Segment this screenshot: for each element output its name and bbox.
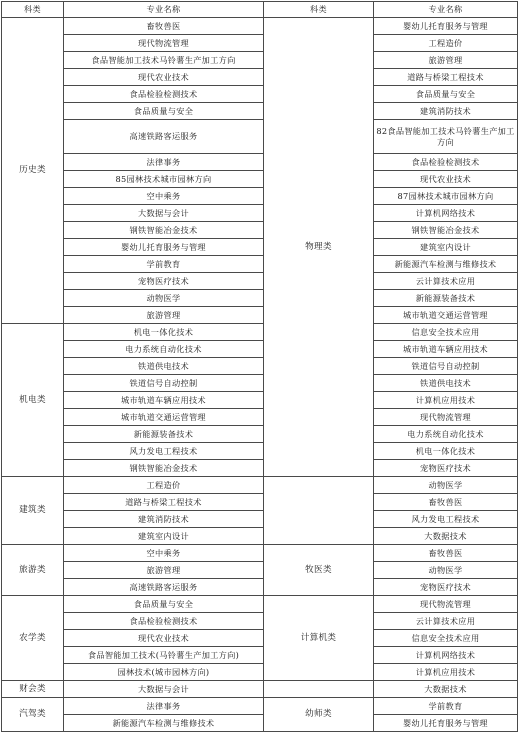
left-category-cell: 建筑类 [2, 477, 64, 545]
table-row [2, 324, 518, 341]
left-major-cell: 大数据与会计 [64, 205, 264, 222]
right-major-cell: 旅游管理 [374, 52, 518, 69]
left-category-cell: 旅游类 [2, 545, 64, 596]
header-category: 科类 [2, 2, 64, 18]
table-row [2, 460, 518, 477]
table-row [2, 392, 518, 409]
table-row [2, 698, 518, 715]
right-major-cell: 新能源装备技术 [374, 290, 518, 307]
right-major-cell: 风力发电工程技术 [374, 511, 518, 528]
left-major-cell: 新能源汽车检测与维修技术 [64, 715, 264, 732]
left-major-cell: 食品智能加工技术(马铃薯生产加工方向) [64, 647, 264, 664]
right-category-cell: 计算机类 [264, 596, 374, 681]
table-row [2, 290, 518, 307]
table-row [2, 681, 518, 698]
right-major-cell: 现代农业技术 [374, 171, 518, 188]
right-major-cell: 82食品智能加工技术马铃薯生产加工方向 [374, 120, 518, 154]
right-major-cell: 工程造价 [374, 35, 518, 52]
right-major-cell: 铁道供电技术 [374, 375, 518, 392]
right-major-cell: 婴幼儿托育服务与管理 [374, 715, 518, 732]
left-major-cell: 婴幼儿托育服务与管理 [64, 239, 264, 256]
left-major-cell: 畜牧兽医 [64, 18, 264, 35]
right-major-cell: 计算机应用技术 [374, 664, 518, 681]
right-major-cell: 大数据技术 [374, 528, 518, 545]
left-major-cell: 电力系统自动化技术 [64, 341, 264, 358]
table-row [2, 86, 518, 103]
header-category: 科类 [264, 2, 374, 18]
left-major-cell: 学前教育 [64, 256, 264, 273]
left-major-cell: 城市轨道车辆应用技术 [64, 392, 264, 409]
right-major-cell: 现代物流管理 [374, 596, 518, 613]
right-category-cell: 幼师类 [264, 698, 374, 732]
right-major-cell: 计算机网络技术 [374, 647, 518, 664]
table-row [2, 647, 518, 664]
left-category-cell: 财会类 [2, 681, 64, 698]
right-category-cell: 牧医类 [264, 545, 374, 596]
table-row [2, 273, 518, 290]
left-major-cell: 钢铁智能冶金技术 [64, 460, 264, 477]
right-major-cell: 大数据技术 [374, 681, 518, 698]
table-row [2, 511, 518, 528]
left-category-cell: 机电类 [2, 324, 64, 477]
right-major-cell: 云计算技术应用 [374, 273, 518, 290]
table-row [2, 358, 518, 375]
left-major-cell: 铁道供电技术 [64, 358, 264, 375]
left-major-cell: 法律事务 [64, 698, 264, 715]
table-body [2, 18, 518, 732]
right-category-cell [264, 477, 374, 545]
right-category-cell: 物理类 [264, 18, 374, 477]
right-major-cell: 87园林技术城市园林方向 [374, 188, 518, 205]
table-row [2, 205, 518, 222]
right-major-cell: 学前教育 [374, 698, 518, 715]
right-major-cell: 现代物流管理 [374, 409, 518, 426]
table-row [2, 154, 518, 171]
right-major-cell: 动物医学 [374, 477, 518, 494]
table-row [2, 35, 518, 52]
table-row [2, 120, 518, 154]
header-major: 专业名称 [64, 2, 264, 18]
right-major-cell: 信息安全技术应用 [374, 630, 518, 647]
table-row [2, 256, 518, 273]
table-row [2, 375, 518, 392]
right-major-cell: 食品质量与安全 [374, 86, 518, 103]
table-row [2, 307, 518, 324]
left-major-cell: 大数据与会计 [64, 681, 264, 698]
right-category-cell [264, 681, 374, 698]
left-major-cell: 高速铁路客运服务 [64, 120, 264, 154]
left-major-cell: 机电一体化技术 [64, 324, 264, 341]
left-major-cell: 现代物流管理 [64, 35, 264, 52]
left-major-cell: 高速铁路客运服务 [64, 579, 264, 596]
left-major-cell: 工程造价 [64, 477, 264, 494]
table-row [2, 341, 518, 358]
right-major-cell: 建筑消防技术 [374, 103, 518, 120]
right-major-cell: 计算机应用技术 [374, 392, 518, 409]
left-major-cell: 新能源装备技术 [64, 426, 264, 443]
table-row [2, 494, 518, 511]
left-major-cell: 现代农业技术 [64, 630, 264, 647]
header-major: 专业名称 [374, 2, 518, 18]
left-major-cell: 食品检验检测技术 [64, 613, 264, 630]
table-row [2, 545, 518, 562]
table-row [2, 171, 518, 188]
left-category-cell: 汽驾类 [2, 698, 64, 732]
table-row [2, 613, 518, 630]
left-major-cell: 园林技术(城市园林方向) [64, 664, 264, 681]
left-major-cell: 食品质量与安全 [64, 103, 264, 120]
major-table [1, 1, 518, 732]
left-major-cell: 法律事务 [64, 154, 264, 171]
header-row [2, 2, 518, 18]
table-row [2, 579, 518, 596]
table-row [2, 630, 518, 647]
table-row [2, 562, 518, 579]
left-major-cell: 钢铁智能冶金技术 [64, 222, 264, 239]
left-major-cell: 动物医学 [64, 290, 264, 307]
right-major-cell: 机电一体化技术 [374, 443, 518, 460]
left-major-cell: 道路与桥梁工程技术 [64, 494, 264, 511]
right-major-cell: 食品检验检测技术 [374, 154, 518, 171]
left-major-cell: 食品质量与安全 [64, 596, 264, 613]
right-major-cell: 婴幼儿托育服务与管理 [374, 18, 518, 35]
left-major-cell: 旅游管理 [64, 562, 264, 579]
table-row [2, 52, 518, 69]
table-row [2, 596, 518, 613]
left-major-cell: 现代农业技术 [64, 69, 264, 86]
left-major-cell: 空中乘务 [64, 545, 264, 562]
left-major-cell: 建筑消防技术 [64, 511, 264, 528]
table-row [2, 222, 518, 239]
right-major-cell: 道路与桥梁工程技术 [374, 69, 518, 86]
left-major-cell: 宠物医疗技术 [64, 273, 264, 290]
right-major-cell: 铁道信号自动控制 [374, 358, 518, 375]
right-major-cell: 动物医学 [374, 562, 518, 579]
table-row [2, 239, 518, 256]
left-major-cell: 食品检验检测技术 [64, 86, 264, 103]
table-row [2, 426, 518, 443]
table-row [2, 528, 518, 545]
left-major-cell: 风力发电工程技术 [64, 443, 264, 460]
table-row [2, 715, 518, 732]
table-row [2, 18, 518, 35]
right-major-cell: 电力系统自动化技术 [374, 426, 518, 443]
table-row [2, 664, 518, 681]
left-category-cell: 农学类 [2, 596, 64, 681]
right-major-cell: 建筑室内设计 [374, 239, 518, 256]
right-major-cell: 畜牧兽医 [374, 545, 518, 562]
right-major-cell: 宠物医疗技术 [374, 579, 518, 596]
right-major-cell: 城市轨道车辆应用技术 [374, 341, 518, 358]
right-major-cell: 畜牧兽医 [374, 494, 518, 511]
left-major-cell: 85园林技术城市园林方向 [64, 171, 264, 188]
left-major-cell: 食品智能加工技术马铃薯生产加工方向 [64, 52, 264, 69]
table-row [2, 188, 518, 205]
table-row [2, 103, 518, 120]
left-major-cell: 建筑室内设计 [64, 528, 264, 545]
right-major-cell: 云计算技术应用 [374, 613, 518, 630]
table-row [2, 409, 518, 426]
right-major-cell: 计算机网络技术 [374, 205, 518, 222]
table-row [2, 69, 518, 86]
right-major-cell: 新能源汽车检测与维修技术 [374, 256, 518, 273]
right-major-cell: 钢铁智能冶金技术 [374, 222, 518, 239]
right-major-cell: 信息安全技术应用 [374, 324, 518, 341]
left-category-cell: 历史类 [2, 18, 64, 324]
table-row [2, 443, 518, 460]
right-major-cell: 城市轨道交通运营管理 [374, 307, 518, 324]
right-major-cell: 宠物医疗技术 [374, 460, 518, 477]
left-major-cell: 城市轨道交通运营管理 [64, 409, 264, 426]
left-major-cell: 空中乘务 [64, 188, 264, 205]
table-row [2, 477, 518, 494]
left-major-cell: 旅游管理 [64, 307, 264, 324]
left-major-cell: 铁道信号自动控制 [64, 375, 264, 392]
